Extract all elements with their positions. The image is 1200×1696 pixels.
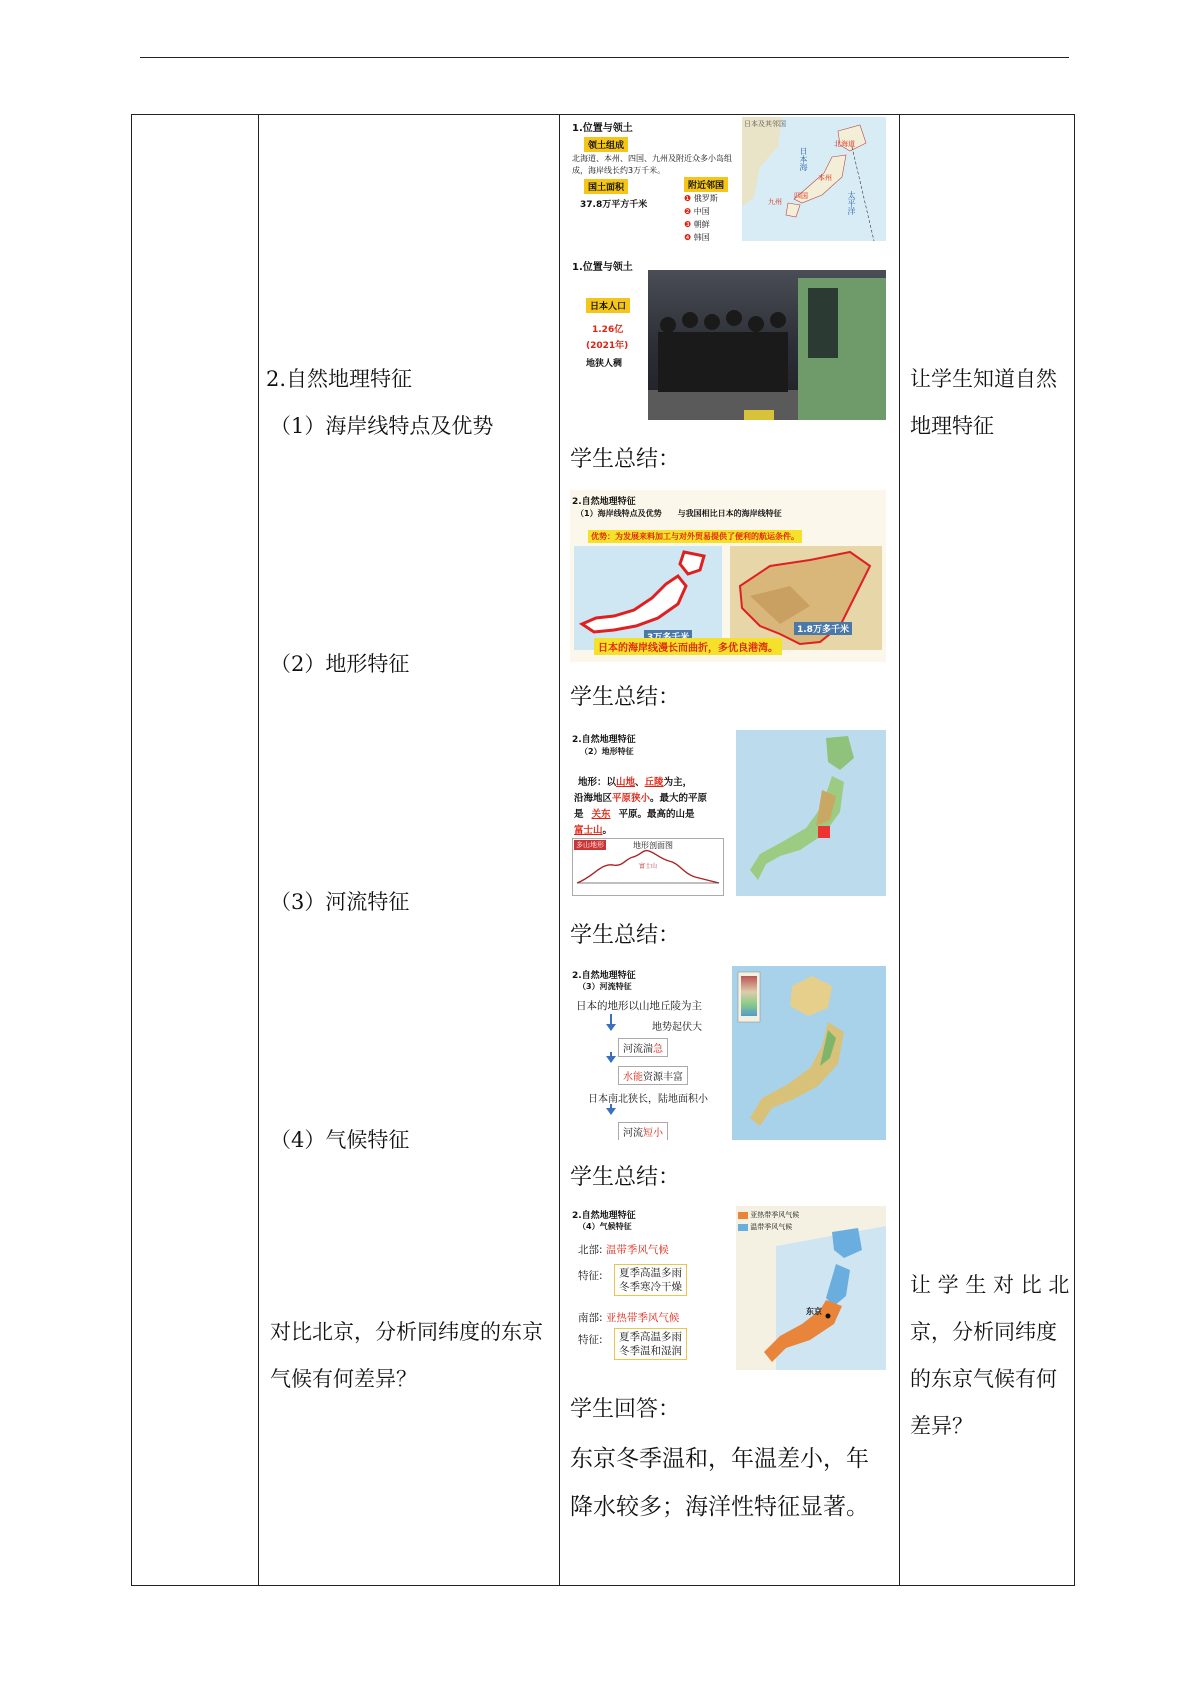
neighbor-4: ❹ 韩国: [684, 233, 710, 241]
item-terrain: （2）地形特征: [270, 652, 410, 676]
rivers-map-shapes: [732, 966, 886, 1140]
neighbor-3: ❸ 朝鲜: [684, 220, 710, 229]
legend-temperate: 温带季风气候: [738, 1222, 792, 1232]
japan-terrain-map: [736, 730, 886, 896]
population-value: 1.26亿: [592, 325, 624, 335]
slide-title: 2.自然地理特征: [572, 497, 636, 507]
terrain-line-4: 富士山。: [574, 825, 613, 836]
neighbor-1: ❶ 俄罗斯: [684, 194, 718, 203]
slide-title: 2.自然地理特征: [572, 735, 636, 745]
goal1-line-1: 让学生知道自然: [910, 367, 1057, 391]
label-shikoku: 四国: [794, 192, 808, 200]
col-divider-2: [559, 115, 560, 1585]
population-year: (2021年): [586, 341, 629, 351]
col-divider-3: [899, 115, 900, 1585]
slide-climate: [570, 1206, 886, 1370]
territory-desc-2: 成，海岸线长约3万千米。: [572, 166, 666, 175]
north-feature-1: 夏季高温多雨: [619, 1267, 682, 1279]
slide-coastline: [570, 490, 886, 662]
label-kyushu: 九州: [768, 198, 782, 206]
summary-label-1: 学生总结：: [570, 447, 681, 472]
japan-coastline-map: [574, 546, 722, 650]
slide-terrain: [570, 730, 886, 896]
flow-arrow-2: [610, 1052, 612, 1062]
slide-subtitle: （1）海岸线特点及优势 与我国相比日本的海岸线特征: [576, 509, 782, 518]
north-feature-2: 冬季寒冷干燥: [619, 1281, 682, 1293]
question-line-2: 气候有何差异？: [270, 1367, 417, 1391]
label-sea-of-japan: 日本海: [799, 147, 808, 171]
box-rapid-flow: 河流湍急: [618, 1038, 668, 1057]
tag-area: 国土面积: [584, 179, 628, 194]
china-coastline-map: [730, 546, 882, 650]
tag-neighbors: 附近邻国: [684, 177, 728, 192]
coastline-advantage: 优势：为发展来料加工与对外贸易提供了便利的航运条件。: [588, 530, 802, 543]
slide-subtitle: （4）气候特征: [578, 1222, 632, 1231]
item-climate: （4）气候特征: [270, 1128, 410, 1152]
area-value: 37.8万平方千米: [580, 200, 648, 210]
slide-title: 2.自然地理特征: [572, 971, 636, 981]
slide-title: 1.位置与领土: [572, 262, 633, 273]
river-cause-2: 日本南北狭长，陆地面积小: [588, 1094, 708, 1105]
summary-label-2: 学生总结：: [570, 685, 681, 710]
summary-label-3: 学生总结：: [570, 923, 681, 948]
north-feature-label: 特征:: [578, 1270, 603, 1282]
item-coastline: （1）海岸线特点及优势: [270, 414, 494, 438]
japan-climate-map: [736, 1206, 886, 1370]
goal2-line-3: 的东京气候有何: [910, 1367, 1057, 1391]
flow-arrow-3: [610, 1104, 612, 1114]
profile-peak: 富士山: [639, 863, 658, 870]
summary-label-4: 学生总结：: [570, 1165, 681, 1190]
answer-label: 学生回答：: [570, 1397, 681, 1422]
profile-title: 地形剖面图: [633, 841, 673, 850]
header-rule: [140, 57, 1069, 58]
terrain-profile-chart: [572, 838, 724, 896]
japan-neighbors-map: [742, 117, 886, 241]
label-hokkaido: 北海道: [834, 140, 855, 148]
china-coast-length: 1.8万多千米: [794, 622, 852, 635]
answer-line-2: 降水较多；海洋性特征显著。: [570, 1494, 869, 1520]
map-title: 日本及其邻国: [744, 120, 786, 128]
coastline-conclusion: 日本的海岸线漫长而曲折，多优良港湾。: [594, 638, 782, 655]
slide-location-territory: [570, 117, 886, 241]
north-features-box: [614, 1264, 687, 1296]
col-divider-1: [258, 115, 259, 1585]
label-tokyo: 东京: [806, 1307, 822, 1316]
tag-territory: 领土组成: [584, 137, 628, 152]
item-rivers: （3）河流特征: [270, 890, 410, 914]
slide-rivers: [570, 966, 886, 1140]
flow-arrow-1: [610, 1014, 612, 1030]
slide-title: 2.自然地理特征: [572, 1211, 636, 1221]
label-pacific: 太平洋: [847, 191, 856, 215]
terrain-line-1: 地形：以山地、丘陵为主，: [578, 777, 693, 788]
profile-tag: 多山地形: [576, 841, 604, 849]
question-line-1: 对比北京，分析同纬度的东京: [270, 1320, 543, 1344]
goal2-line-1: 让 学 生 对 比 北: [910, 1273, 1070, 1297]
terrain-line-3: 是 关东 平原。最高的山是: [574, 809, 695, 820]
label-honshu: 本州: [818, 174, 832, 182]
crowded-train-photo: [648, 270, 886, 420]
legend-subtropical: 亚热带季风气候: [738, 1210, 799, 1220]
south-feature-label: 特征:: [578, 1334, 603, 1346]
goal1-line-2: 地理特征: [910, 414, 994, 438]
slide-title: 1.位置与领土: [572, 123, 633, 134]
river-cause-1: 日本的地形以山地丘陵为主: [576, 1000, 702, 1012]
slide-subtitle: （3）河流特征: [578, 982, 632, 991]
train-photo-shapes: [648, 270, 886, 420]
slide-subtitle: （2）地形特征: [580, 747, 634, 756]
south-features-box: [614, 1328, 687, 1360]
box-short-rivers: 河流短小: [618, 1122, 668, 1140]
box-hydropower: 水能资源丰富: [618, 1066, 688, 1085]
population-caption: 地狭人稠: [586, 359, 623, 369]
south-climate: 南部: 亚热带季风气候: [578, 1312, 680, 1324]
territory-desc-1: 北海道、本州、四国、九州及附近众多小岛组: [572, 154, 732, 163]
section-heading: 2.自然地理特征: [266, 367, 413, 391]
river-step-relief: 地势起伏大: [652, 1022, 702, 1033]
terrain-map-shapes: [736, 730, 886, 896]
tag-population: 日本人口: [586, 298, 630, 313]
map-shapes: [742, 117, 886, 241]
answer-line-1: 东京冬季温和，年温差小，年: [570, 1446, 869, 1472]
terrain-line-2: 沿海地区平原狭小。最大的平原: [574, 793, 708, 804]
south-feature-2: 冬季温和湿润: [619, 1345, 682, 1357]
south-feature-1: 夏季高温多雨: [619, 1331, 682, 1343]
slide-population: [570, 256, 886, 420]
goal2-line-4: 差异？: [910, 1414, 973, 1438]
neighbor-2: ❷ 中国: [684, 207, 710, 216]
japan-rivers-map: [732, 966, 886, 1140]
goal2-line-2: 京，分析同纬度: [910, 1320, 1057, 1344]
north-climate: 北部: 温带季风气候: [578, 1244, 669, 1256]
